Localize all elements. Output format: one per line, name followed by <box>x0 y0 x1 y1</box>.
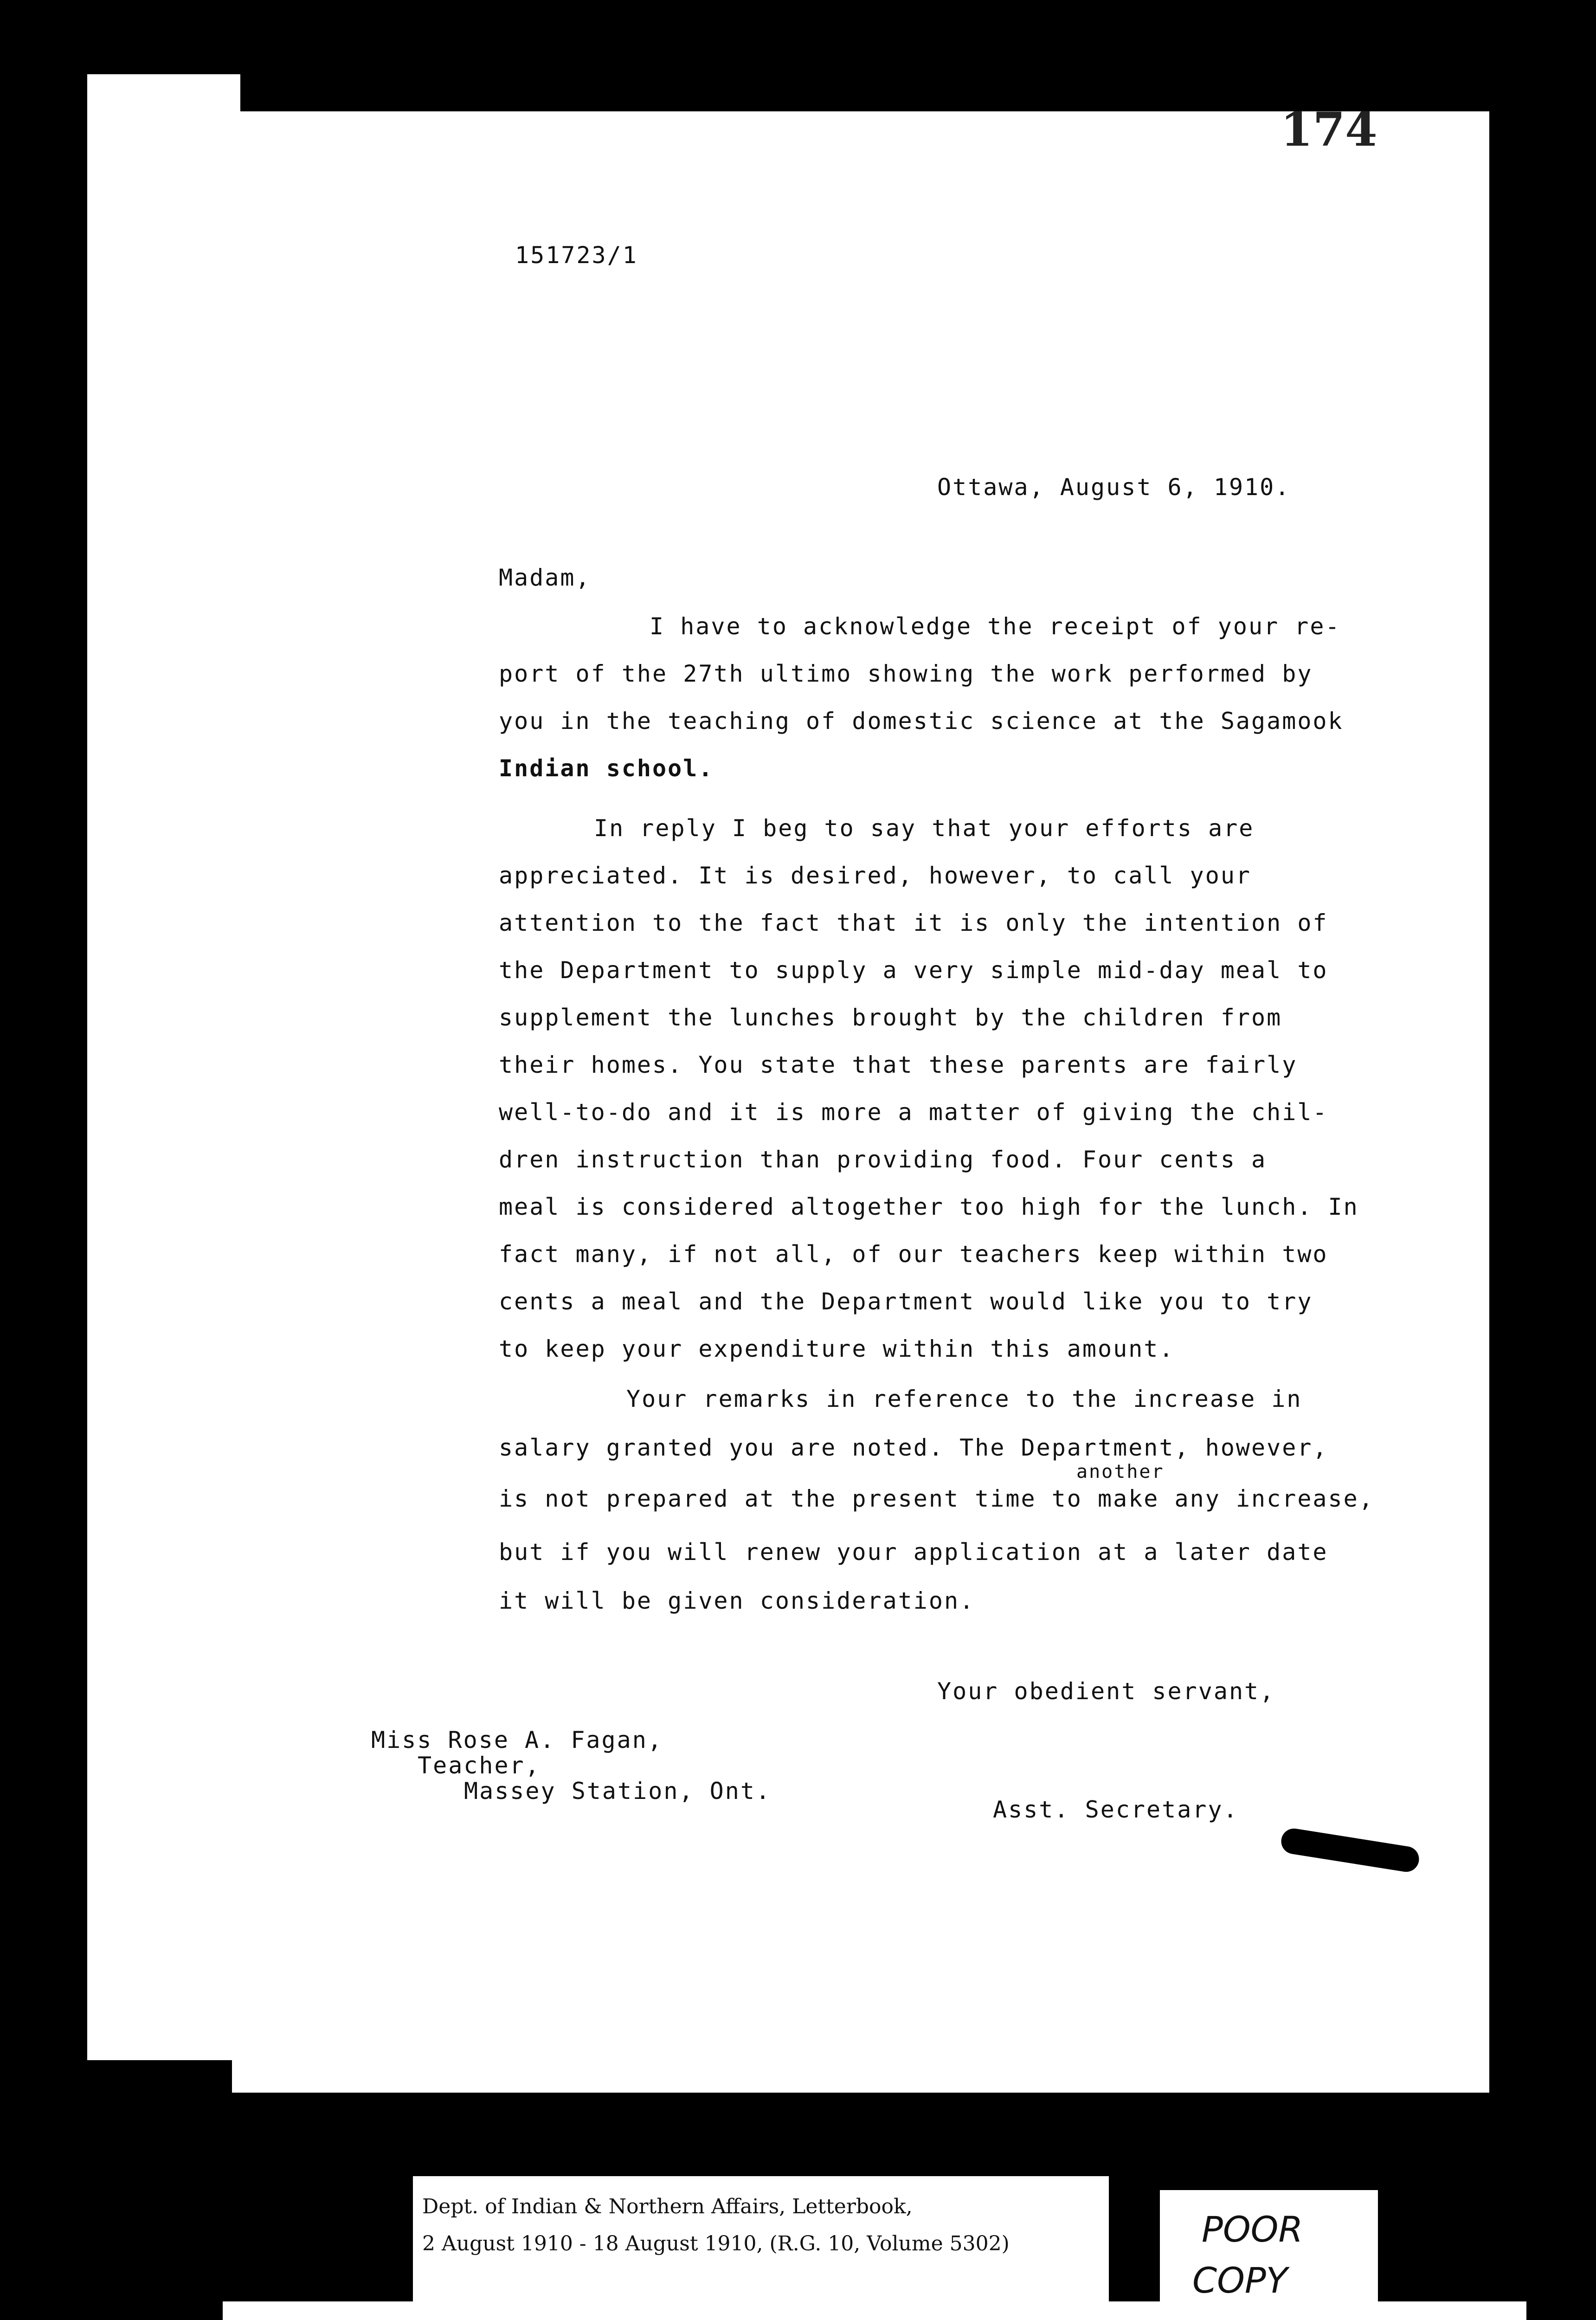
body-line: is not prepared at the present time to make any increase, <box>499 1485 1374 1512</box>
body-line: Your remarks in reference to the increase in <box>626 1386 1302 1412</box>
body-line: salary granted you are noted. The Department, however, <box>499 1434 1328 1461</box>
stamp-line: POOR <box>1202 2209 1303 2250</box>
body-line: fact many, if not all, of our teachers keep within two <box>499 1241 1328 1268</box>
signature-title: Asst. Secretary. <box>993 1796 1239 1823</box>
place-date: Ottawa, August 6, 1910. <box>937 474 1291 501</box>
source-label <box>413 2176 1109 2320</box>
body-line: cents a meal and the Department would like you to try <box>499 1288 1313 1315</box>
body-line: to keep your expenditure within this amount. <box>499 1335 1175 1362</box>
body-line: port of the 27th ultimo showing the work performed by <box>499 660 1313 687</box>
body-line: Indian school. <box>499 755 714 782</box>
reference-number: 151723/1 <box>515 242 638 269</box>
folio-number: 174 <box>1281 102 1377 157</box>
pen-mark <box>1280 1827 1421 1874</box>
body-line: In reply I beg to say that your efforts are <box>594 815 1255 842</box>
body-line: appreciated. It is desired, however, to call your <box>499 862 1252 889</box>
source-line: 2 August 1910 - 18 August 1910, (R.G. 10, Volume 5302) <box>422 2232 1010 2256</box>
body-line: their homes. You state that these parents are fairly <box>499 1051 1298 1078</box>
addressee-name: Miss Rose A. Fagan, <box>371 1727 663 1753</box>
body-line: meal is considered altogether too high for the lunch. In <box>499 1193 1359 1220</box>
body-line: attention to the fact that it is only the intention of <box>499 909 1328 936</box>
letter-page <box>232 111 1489 2093</box>
body-line: dren instruction than providing food. Four cents a <box>499 1146 1267 1173</box>
body-line: I have to acknowledge the receipt of your re- <box>650 613 1341 640</box>
body-line: well-to-do and it is more a matter of giving the chil- <box>499 1099 1328 1126</box>
addressee-location: Massey Station, Ont. <box>464 1778 772 1804</box>
body-line: supplement the lunches brought by the children from <box>499 1004 1282 1031</box>
body-line: but if you will renew your application at a later date <box>499 1539 1328 1566</box>
salutation: Madam, <box>499 564 591 591</box>
archives-card <box>223 2301 1526 2320</box>
body-line: you in the teaching of domestic science at the Sagamook <box>499 708 1344 735</box>
body-line: the Department to supply a very simple mid-day meal to <box>499 957 1328 984</box>
addressee-title: Teacher, <box>418 1752 541 1779</box>
closing: Your obedient servant, <box>937 1678 1275 1705</box>
stamp-line: COPY <box>1192 2260 1288 2301</box>
poor-copy-stamp <box>1160 2190 1378 2320</box>
source-line: Dept. of Indian & Northern Affairs, Letterbook, <box>422 2195 913 2218</box>
left-paper-strip <box>87 74 240 2060</box>
body-line: it will be given consideration. <box>499 1587 975 1614</box>
interlinear-correction: another <box>1076 1461 1165 1482</box>
